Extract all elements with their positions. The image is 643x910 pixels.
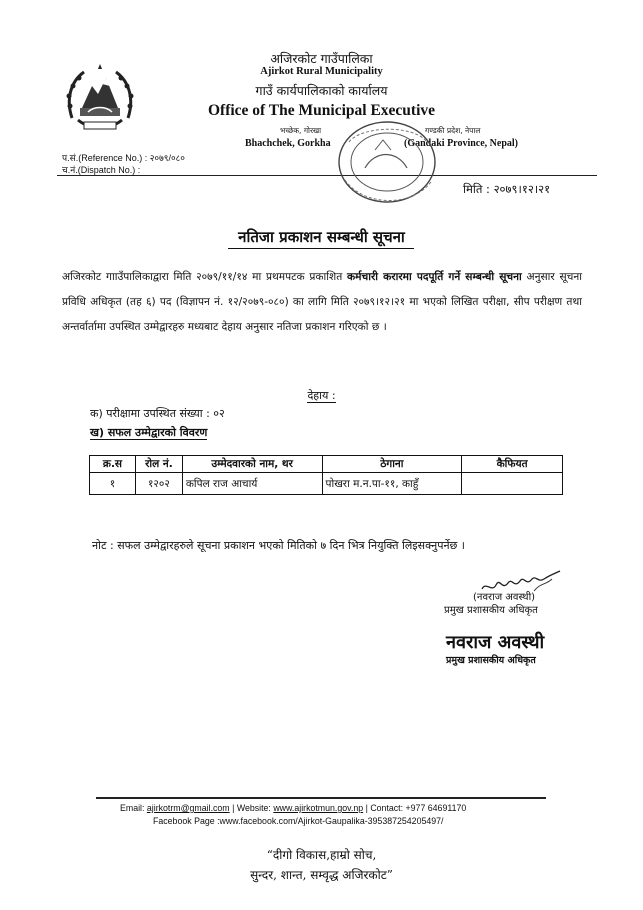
slogan-line-2: सुन्दर, शान्त, सम्वृद्ध अजिरकोट” [250, 868, 393, 882]
title-underline [228, 248, 414, 249]
column-header-address: ठेगाना [322, 456, 462, 473]
website-label: | Website: [229, 803, 274, 813]
name-stamp: नवराज अवस्थी [446, 632, 545, 653]
province-en: (Gandaki Province, Nepal) [404, 138, 518, 149]
cell-address: पोखरा म.न.पा-११, काहुँ [322, 473, 462, 495]
slogan-line-1: “दीगो विकास,हाम्रो सोच, [266, 848, 377, 862]
signatory-title: प्रमुख प्रशासकीय अधिकृत [444, 605, 538, 616]
province-np: गण्डकी प्रदेश, नेपाल [425, 126, 481, 135]
office-name-en: Office of The Municipal Executive [207, 102, 436, 119]
cell-roll: १२०२ [135, 473, 182, 495]
note-text: नोट : सफल उम्मेद्वारहरुले सूचना प्रकाशन भएको मितिको ७ दिन भित्र नियुक्ति लिइसक्नुपर्नेछ । [92, 539, 465, 552]
column-header-remarks: कैफियत [462, 456, 563, 473]
footer-divider [96, 797, 546, 799]
cell-remarks [462, 473, 563, 495]
body-text-emphasis: कर्मचारी करारमा पदपूर्ति गर्ने सम्बन्धी सूचना [347, 271, 522, 283]
title-stamp: प्रमुख प्रशासकीय अधिकृत [446, 655, 536, 666]
body-text-part1: अजिरकोट गााउँपालिकाद्वारा मिति २०७९/११/१४ मा प्रथमपटक प्रकाशित [62, 271, 348, 283]
column-header-sn: क्र.स [90, 456, 136, 473]
column-header-roll: रोल नं. [135, 456, 182, 473]
contact-number: | Contact: +977 64691170 [363, 803, 467, 813]
dispatch-number: च.नं.(Dispatch No.) : [62, 165, 141, 175]
office-seal-stamp [335, 120, 440, 215]
address-en: Bhachchek, Gorkha [245, 138, 331, 149]
website-link[interactable]: www.ajirkotmun.gov.np [273, 803, 364, 813]
schedule-heading-text: देहाय : [307, 389, 336, 402]
office-name-np: गाउँ कार्यपालिकाको कार्यालय [255, 83, 388, 98]
table-header-row [90, 456, 563, 473]
cell-sn: १ [90, 473, 136, 495]
notice-body [62, 265, 582, 340]
attendance-count: क) परीक्षामा उपस्थित संख्या : ०२ [90, 407, 225, 420]
notice-title: नतिजा प्रकाशन सम्बन्धी सूचना [238, 228, 405, 246]
municipality-name-np: अजिरकोट गाउँपालिका [270, 51, 373, 66]
schedule-heading [0, 388, 643, 403]
address-np: भच्छेक, गोरखा [280, 126, 322, 135]
result-table [89, 455, 563, 495]
successful-candidate-heading [90, 425, 207, 440]
facebook-page: Facebook Page :www.facebook.com/Ajirkot-Gaupalika-395387254205497/ [153, 816, 444, 826]
cell-name: कपिल राज आचार्य [182, 473, 322, 495]
notice-date: मिति : २०७९।१२।२१ [463, 182, 551, 196]
reference-number: प.सं.(Reference No.) : २०७९/०८० [62, 153, 185, 163]
body-text-part2: अनुसार सूचना प्रविधि अधिकृत (तह ६) पद (विज्ञापन नं. १२/२०७९-०८०) का लागि मिति २०७९।१२।२१ मा भएको लिखित परीक्षा, सीप परीक्षण तथा अन्तर्वार्तामा उपस्थित उम्मेद्वारहरु मध्यबाट देहाय अनुसार नतिजा प्रकाशन गरिएको छ । [62, 271, 582, 333]
footer-contact-line [120, 803, 466, 813]
signatory-name: (नवराज अवस्थी) [473, 592, 536, 603]
column-header-name: उम्मेदवारको नाम, थर [182, 456, 322, 473]
email-link[interactable]: ajirkotrm@gmail.com [146, 803, 230, 813]
email-label: Email: [120, 803, 147, 813]
municipality-name-en: Ajirkot Rural Municipality [260, 66, 383, 77]
table-row [90, 473, 563, 495]
header-divider [57, 175, 597, 176]
successful-candidate-heading-text: ख) सफल उम्मेद्वारको विवरण [90, 426, 208, 439]
